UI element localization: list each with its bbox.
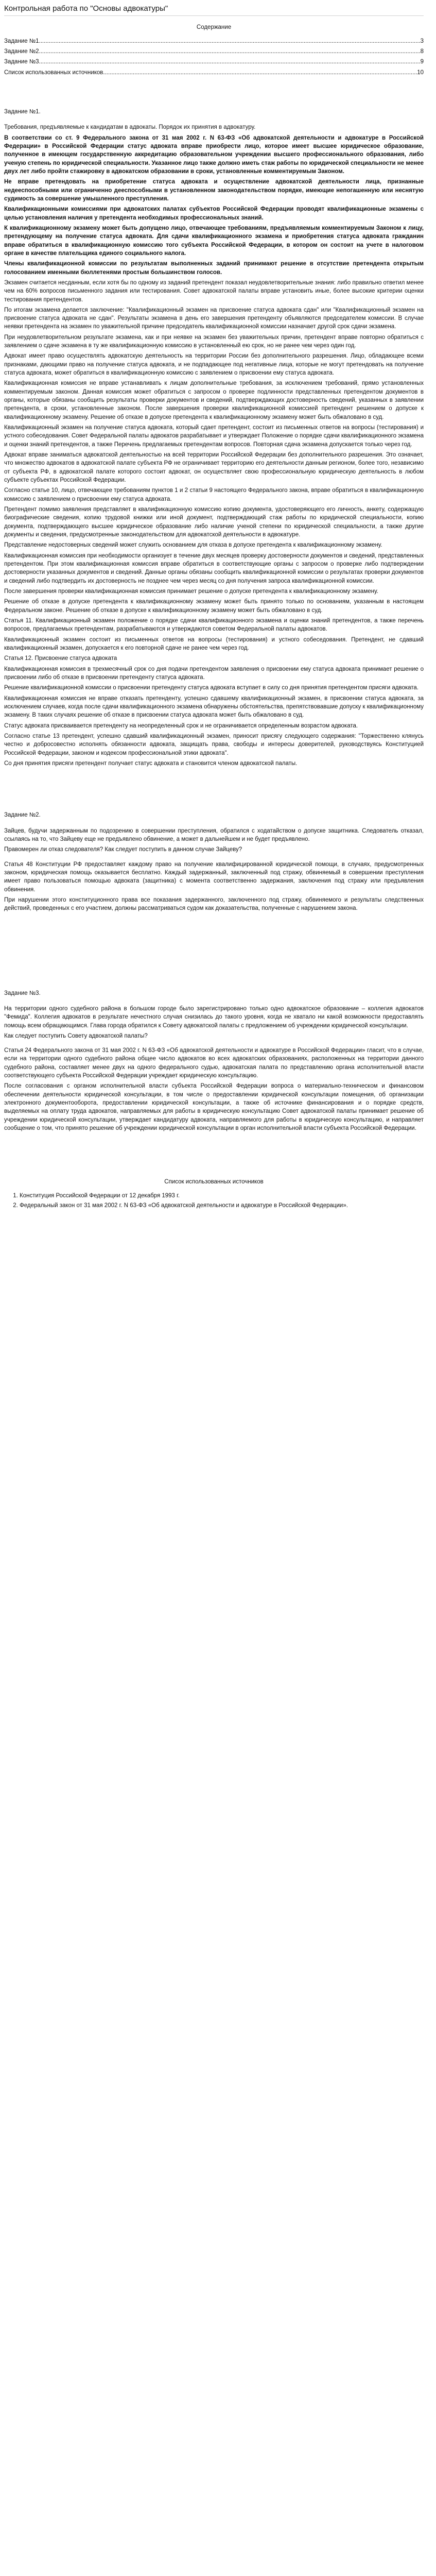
task-2-title: Задание №2. [4, 812, 41, 819]
paragraph: Зайцев, будучи задержанным по подозрению в совершении преступления, обратился с ходатайством о допуске защитника. Следователь отказал, ссылаясь на то, что Зайцеву еще не предъявлено обвинение, а может в дальнейшем и не будет предъявлено. [4, 827, 424, 842]
paragraph: Статус адвоката присваивается претенденту на неопределенный срок и не ограничивается определенным возрастом адвоката. [4, 722, 358, 729]
toc-item-page: 8 [420, 48, 424, 55]
paragraph: Со дня принятия присяги претендент получает статус адвоката и становится членом адвокатской палаты. [4, 760, 298, 767]
paragraph: При нарушении этого конституционного права все показания задержанного, заключенного под стражу, обвиняемого и результаты следственных действий, проведенных с его участием, должны рассматриваться судом как доказательства, полученные с нарушением закона. [4, 896, 424, 912]
toc-leader [103, 69, 417, 77]
paragraph: Статья 48 Конституции РФ предоставляет каждому право на получение квалифицированной юридической помощи, в случаях, предусмотренных законом, юридическая помощь оказывается бесплатно. Каждый задержанный, заключенный под стражу, обвиняемый в совершении преступления имеет право пользоваться помощью адвоката (защитника) с момента соответственно задержания, заключения под стражу или предъявления обвинения. [4, 861, 424, 893]
paragraph: По итогам экзамена делается заключение: "Квалификационный экзамен на присвоение статуса адвоката сдан" или "Квалификационный экзамен на присвоение статуса адвоката не сдан". Результаты экзамена в день его завершения претенденту объявляются председателем комиссии. В случае неявки претендента на экзамен по уважительной причине председатель квалификационной комиссии назначает другой срок сдачи экзамена. [4, 307, 424, 330]
toc-item[interactable] [4, 69, 424, 77]
task-3-body [4, 1005, 424, 1133]
paragraph: Квалификационный экзамен состоит из письменных ответов на вопросы (тестирования) и устного собеседования. Претендент, не сдавший квалификационный экзамен, допускается к его повторной сдаче не ранее чем через год. [4, 636, 424, 651]
paragraph: Согласно статье 10, лицо, отвечающее требованиям пунктов 1 и 2 статьи 9 настоящего Федерального закона, вправе обратиться в квалификационную комиссию с заявлением о присвоении ему статуса адвоката. [4, 487, 424, 502]
toc-leader [39, 37, 421, 45]
toc-item[interactable] [4, 47, 424, 56]
paragraph: После согласования с органом исполнительной власти субъекта Российской Федерации вопроса о материально-техническом и финансовом обеспечении деятельности юридической консультации, в том числе о предоставлении юридической консультации помещения, об организации электронного документооборота, предоставлении юридической консультации, а также об источнике финансирования и о порядке средств, выделяемых на оплату труда адвокатов, направляемых для работы в юридическую консультацию Совет адвокатской палаты принимает решение об учреждении юридической консультации, утверждает кандидатуру адвоката, направляемого для работы в юридическую консультацию, и направляет сообщение о том, что принято решение об учреждении юридической консультации в орган исполнительной власти субъекта Российской Федерации. [4, 1083, 424, 1132]
paragraph: Квалификационная комиссия не вправе отказать претенденту, успешно сдавшему квалификационный экзамен, в присвоении статуса адвоката, за исключением случаев, когда после сдачи квалификационного экзамена обнаружены обстоятельства, препятствовавшие допуску к квалификационному экзамену. В таких случаях решение об отказе в присвоении статуса адвоката может быть обжаловано в суд. [4, 695, 424, 719]
toc-item-label: Задание №1 [4, 38, 39, 44]
paragraph: Согласно статье 13 претендент, успешно сдавший квалификационный экзамен, приносит присягу следующего содержания: "Торжественно клянусь честно и добросовестно исполнять обязанности адвоката, защищать права, свободы и интересы доверителей, руководствуясь Конституцией Российской Федерации, законом и кодексом профессиональной этики адвоката". [4, 733, 424, 756]
paragraph: Квалификационными комиссиями при адвокатских палатах субъектов Российской Федерации проводят квалификационные экзамены с целью установления наличия у претендента необходимых профессиональных знаний. [4, 206, 424, 221]
paragraph: Адвокат имеет право осуществлять адвокатскую деятельность на территории России без дополнительного разрешения. Лицо, обладающее всеми признаками, дающими право на получение статуса адвоката, и не подпадающее под негативные лица, которые не могут претендовать на получение статуса адвоката, может обратиться в квалификационную комиссию с заявлением о присвоении ему статуса адвоката. [4, 353, 424, 377]
paragraph: Экзамен считается несданным, если хотя бы по одному из заданий претендент показал неудовлетворительные знания: либо правильно ответил менее чем на 60% вопросов письменного задания или тестирования. Совет адвокатской палаты вправе установить иные, более высокие критерии оценки тестирования претендентов. [4, 279, 424, 303]
toc-leader [39, 58, 421, 66]
paragraph: Статья 24 Федерального закона от 31 мая 2002 г. N 63-ФЗ «Об адвокатской деятельности и адвокатуре в Российской Федерации» гласит, что в случае, если на территории одного судебного района общее число адвокатов во всех адвокатских образованиях, расположенных на территории данного судебного района, составляет менее двух на одного федерального судью, адвокатская палата по представлению органа исполнительной власти соответствующего субъекта Российской Федерации учреждает юридическую консультацию. [4, 1047, 424, 1079]
task-2-section [4, 811, 424, 912]
task-1-section [4, 108, 424, 768]
references-list [4, 1192, 424, 1210]
paragraph: Решение квалификационной комиссии о присвоении претенденту статуса адвоката вступает в силу со дня принятия претендентом присяги адвоката. [4, 685, 418, 691]
task-1-title: Задание №1. [4, 108, 41, 115]
toc-item[interactable] [4, 58, 424, 66]
references-heading: Список использованных источников [164, 1179, 264, 1185]
task-3-title: Задание №3. [4, 990, 41, 996]
task-1-body [4, 123, 424, 768]
reference-item: 2. Федеральный закон от 31 мая 2002 г. N 63-ФЗ «Об адвокатской деятельности и адвокатуре в Российской Федерации». [20, 1201, 424, 1210]
paragraph: Решение об отказе в допуске претендента к квалификационному экзамену может быть принято только по основаниям, указанным в настоящем Федеральном законе. Решение об отказе в допуске к квалификационному экзамену может быть обжаловано в суд. [4, 599, 424, 614]
reference-item: 1. Конституция Российской Федерации от 12 декабря 1993 г. [20, 1192, 424, 1200]
paragraph: К квалификационному экзамену может быть допущено лицо, отвечающее требованиям, предъявляемым комментируемым Законом к лицу, претендующему на получение статуса адвоката. Для сдачи квалификационного экзамена и приобретения статуса адвоката гражданин вправе обратиться в квалификационную комиссию того субъекта Российской Федерации, в котором он состоит на учете в налоговом органе в качестве плательщика единого социального налога. [4, 225, 424, 257]
toc-item-page: 10 [417, 69, 424, 76]
toc-item-page: 9 [420, 59, 424, 65]
paragraph: Правомерен ли отказ следователя? Как следует поступить в данном случае Зайцеву? [4, 846, 242, 853]
paragraph: Квалификационная комиссия в трехмесячный срок со дня подачи претендентом заявления о присвоении ему статуса адвоката принимает решение о присвоении либо об отказе в присвоении претенденту статуса адвоката. [4, 666, 424, 681]
paragraph: На территории одного судебного района в большом городе было зарегистрировано только одно адвокатское образование – коллегия адвокатов "Фемида". Коллегия адвокатов в результате нечестного случая снизилась до такого уровня, когда не хватало ни какой возможности предоставлять помощь всем обращающимся. Глава города обратился к Совету адвокатской палаты с предложением об учреждении юридической консультации. [4, 1005, 424, 1029]
paragraph: Требования, предъявляемые к кандидатам в адвокаты. Порядок их принятия в адвокатуру. [4, 124, 256, 131]
toc-item[interactable] [4, 37, 424, 45]
references-section [4, 1178, 424, 1210]
toc-item-label: Задание №3 [4, 59, 39, 65]
task-3-section [4, 989, 424, 1133]
paragraph: Адвокат вправе заниматься адвокатской деятельностью на всей территории Российской Федерации без дополнительного разрешения. Это означает, что множество адвокатов в адвокатской палате субъекта РФ не ограничивает территорию его деятельности данным регионом, более того, независимо от субъекта РФ, в адвокатской палате которого состоит адвокат, он осуществляет свою профессиональную юридическую деятельность в любом субъекте субъектах Российской Федерации. [4, 452, 424, 484]
toc-leader [39, 47, 421, 56]
paragraph: Претендент помимо заявления представляет в квалификационную комиссию копию документа, удостоверяющего его личность, анкету, содержащую биографические сведения, копию трудовой книжки или иной документ, подтверждающий стаж работы по юридической специальности, копию документа, подтверждающего высшее юридическое образование либо наличие ученой степени по юридической специальности, а также другие документы и сведения, предусмотренные законодательством для адвокатской деятельности в адвокатуре. [4, 506, 424, 538]
paragraph: Как следует поступить Совету адвокатской палаты? [4, 1032, 148, 1039]
paragraph: Статья 12. Присвоение статуса адвоката [4, 655, 117, 662]
table-of-contents [4, 23, 424, 77]
paragraph: При неудовлетворительном результате экзамена, как и при неявке на экзамен без уважительных причин, претендент вправе повторно обратиться с заявлением о сдаче экзамена в ту же квалификационную комиссию в установленный ею срок, но не ранее чем через один год. [4, 334, 424, 349]
paragraph: Не вправе претендовать на приобретение статуса адвоката и осуществление адвокатской деятельности лица, признанные недееспособными или ограниченно дееспособными в установленном законодательством порядке, имеющие непогашенную или неснятую судимость за совершение умышленного преступления. [4, 179, 424, 202]
toc-item-label: Список использованных источников [4, 69, 103, 76]
paragraph: Квалификационный экзамен на получение статуса адвоката, который сдает претендент, состоит из письменных ответов на вопросы (тестирования) и устного собеседования. Совет Федеральной палаты адвокатов разрабатывает и утверждает Положение о порядке сдачи квалификационного экзамена и оценки знаний претендентов, а также Перечень предлагаемых претендентам вопросов. Повторная сдача экзамена допускается только через год. [4, 425, 424, 448]
paragraph: Члены квалификационной комиссии по результатам выполненных заданий принимают решение в отсутствие претендента открытым голосованием именными бюллетенями простым большинством голосов. [4, 261, 424, 276]
toc-heading: Содержание [196, 24, 232, 31]
paragraph: Представление недостоверных сведений может служить основанием для отказа в допуске претендента к квалификационному экзамену. [4, 542, 382, 549]
document-title: Контрольная работа по "Основы адвокатуры" [4, 3, 424, 16]
paragraph: Квалификационная комиссия не вправе устанавливать к лицам дополнительные требования, за исключением требований, прямо установленных комментируемым законом. Данная комиссия может обратиться с запросом о проверке подлинности представленных претендентом документов в органы, которые обязаны сообщить результаты проверки документов и сведений, подтверждающих достоверность сведений, указанных в заявлении претендента, в сроки, установленные законом. После завершения проверки квалификационной комиссией претендент решением о допуске к квалификационному экзамену. Решение об отказе в допуске претендента к квалификационному экзамену может быть обжаловано в суд. [4, 380, 424, 420]
document-page [0, 0, 428, 1222]
toc-item-page: 3 [420, 38, 424, 44]
task-2-body [4, 827, 424, 913]
toc-item-label: Задание №2 [4, 48, 39, 55]
paragraph: Квалификационная комиссия при необходимости организует в течение двух месяцев проверку достоверности документов и сведений, представленных претендентом. При этом квалификационная комиссия вправе обратиться в соответствующие органы с запросом о проверке либо подтверждении достоверности указанных документов и сведений. Данные органы обязаны сообщить квалификационной комиссии о результатах проверки документов и сведений либо подтвердить их достоверность не позднее чем через месяц со дня получения запроса квалификационной комиссии. [4, 552, 424, 584]
paragraph: В соответствии со ст. 9 Федерального закона от 31 мая 2002 г. N 63-ФЗ «Об адвокатской деятельности и адвокатуре в Российской Федерации» в Российской Федерации статус адвоката вправе приобрести лицо, которое имеет высшее юридическое образование, полученное в имеющем государственную аккредитацию образовательном учреждении высшего профессионального образования, либо ученую степень по юридической специальности. Указанное лицо также должно иметь стаж работы по юридической специальности не менее двух лет либо пройти стажировку в адвокатском образовании в сроки, установленные комментируемым Законом. [4, 134, 424, 175]
paragraph: Статья 11. Квалификационный экзамен положение о порядке сдачи квалификационного экзамена и оценки знаний претендентов, а также перечень вопросов, предлагаемых претендентам, разрабатываются и утверждаются советом Федеральной палаты адвокатов. [4, 617, 424, 633]
paragraph: После завершения проверки квалификационная комиссия принимает решение о допуске претендента к квалификационному экзамену. [4, 588, 378, 595]
